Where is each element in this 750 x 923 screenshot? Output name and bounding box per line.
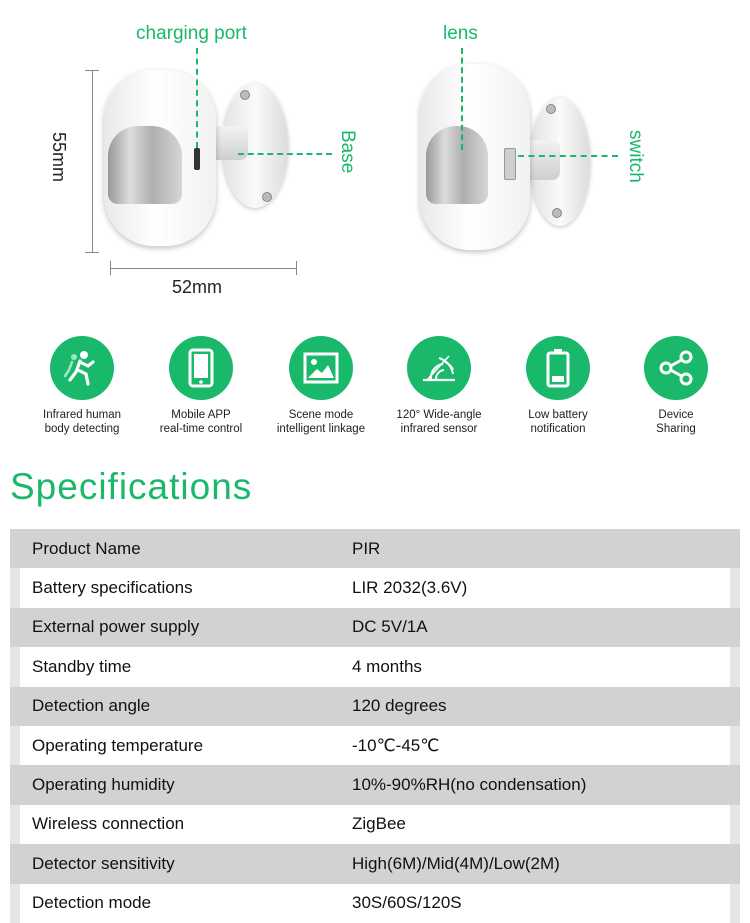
spec-value: PIR (352, 538, 381, 558)
spec-label: Battery specifications (32, 578, 193, 598)
spec-label: External power supply (32, 617, 200, 637)
screw-top (240, 90, 250, 100)
picture-icon (289, 336, 353, 400)
feature-infrared-detecting: Infrared human body detecting (22, 336, 142, 436)
lens-leader (461, 48, 463, 150)
width-dimension-label: 52mm (172, 277, 223, 297)
spec-value: 10%-90%RH(no condensation) (352, 775, 587, 795)
specifications-title: Specifications (10, 466, 253, 507)
switch-callout: switch (625, 130, 646, 183)
smartphone-icon (169, 336, 233, 400)
table-row (10, 608, 740, 647)
table-row (20, 726, 730, 765)
spec-label: Operating temperature (32, 735, 204, 755)
spec-value: ZigBee (352, 814, 406, 834)
table-row (20, 805, 730, 844)
share-icon (644, 336, 708, 400)
width-dimension-line (110, 268, 296, 269)
switch-leader (518, 155, 618, 157)
sensor-lens (108, 126, 182, 204)
feature-low-battery: Low battery notification (498, 336, 618, 436)
feature-device-sharing: Device Sharing (616, 336, 736, 436)
wide-angle-sensor-icon (407, 336, 471, 400)
screw-bottom (262, 192, 272, 202)
base-leader (238, 153, 332, 155)
spec-value: 30S/60S/120S (352, 893, 462, 913)
spec-label: Detector sensitivity (32, 853, 175, 873)
height-dimension-label: 55mm (49, 132, 69, 183)
table-row (10, 687, 740, 726)
charging-port (194, 148, 200, 170)
table-row (10, 844, 740, 883)
lens-callout: lens (443, 23, 478, 44)
height-tick-top (85, 70, 99, 71)
spec-value: -10℃-45℃ (352, 735, 440, 755)
spec-value: High(6M)/Mid(4M)/Low(2M) (352, 853, 560, 873)
spec-label: Wireless connection (32, 814, 185, 834)
spec-value: LIR 2032(3.6V) (352, 578, 468, 598)
height-tick-bottom (85, 252, 99, 253)
feature-wide-angle: 120° Wide-angle infrared sensor (379, 336, 499, 436)
width-tick-left (110, 261, 111, 275)
table-row (20, 647, 730, 686)
screw-bottom (552, 208, 562, 218)
screw-top (546, 104, 556, 114)
charging-port-leader (196, 48, 198, 148)
specifications-table (10, 529, 740, 923)
sensor-lens (426, 126, 488, 204)
feature-icons-row (0, 336, 750, 446)
charging-port-callout: charging port (136, 23, 247, 44)
base-callout: Base (337, 130, 358, 174)
height-dimension-line (92, 70, 93, 252)
table-row (20, 884, 730, 923)
spec-value: 4 months (352, 656, 422, 676)
spec-value: 120 degrees (352, 696, 447, 716)
spec-label: Operating humidity (32, 775, 175, 795)
walking-person-icon (50, 336, 114, 400)
feature-scene-mode: Scene mode intelligent linkage (261, 336, 381, 436)
spec-label: Product Name (32, 538, 141, 558)
table-row (10, 529, 740, 568)
spec-label: Standby time (32, 656, 132, 676)
feature-mobile-app: Mobile APP real-time control (141, 336, 261, 436)
spec-value: DC 5V/1A (352, 617, 428, 637)
table-row (20, 568, 730, 607)
power-switch (504, 148, 516, 180)
spec-label: Detection mode (32, 893, 152, 913)
spec-label: Detection angle (32, 696, 151, 716)
table-row (10, 765, 740, 804)
width-tick-right (296, 261, 297, 275)
low-battery-icon (526, 336, 590, 400)
